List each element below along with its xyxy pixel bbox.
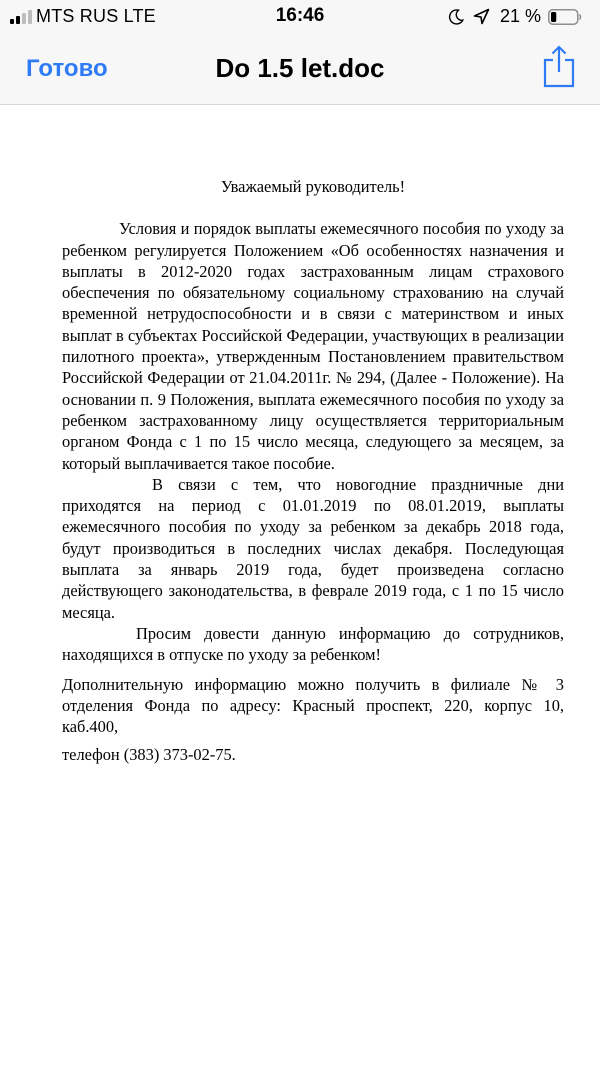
document-body [62, 176, 564, 766]
status-time: 16:46 [275, 5, 325, 26]
document-paragraph: Условия и порядок выплаты ежемесячного пособия по уходу за ребенком регулируется Положением «Об особенностях назначения и выплаты в 2012-2020 годах застрахованным лицам страхового обеспечения по обязательному социальному страхованию на случай временной нетрудоспособности и в связи с материнством и иных выплат в субъектах Российской Федерации, участвующих в реализации пилотного проекта», утвержденным Постановлением правительством Российской Федерации от 21.04.2011г. № 294, (Далее - Положение). На основании п. 9 Положения, выплата ежемесячного пособия по уходу за ребенком застрахованному лицу осуществляется территориальным органом Фонда с 1 по 15 число месяца, следующего за месяцем, за который выплачивается такое пособие. [62, 219, 564, 473]
document-paragraph: Просим довести данную информацию до сотрудников, находящихся в отпуске по уходу за ребенком! [62, 623, 564, 665]
document-title: Do 1.5 let.doc [215, 53, 385, 83]
carrier-label: MTS RUS LTE [36, 6, 156, 26]
status-bar [0, 0, 600, 34]
top-bar [0, 0, 600, 105]
document-paragraph: телефон (383) 373-02-75. [62, 745, 236, 765]
location-arrow-icon [473, 8, 490, 25]
document-paragraph: Дополнительную информацию можно получить в филиале № 3 отделения Фонда по адресу: Красный проспект, 220, корпус 10, каб.400, [62, 674, 564, 737]
battery-percent: 21 % [500, 6, 542, 26]
battery-icon [548, 9, 582, 25]
document-paragraph: В связи с тем, что новогодние праздничные дни приходятся на период с 01.01.2019 по 08.01.2019, выплаты ежемесячного пособия по уходу за ребенком за декабрь 2018 года, будут производиться в последних числах декабря. Последующая выплата за январь 2019 года, будет произведена согласно действующего законодательства, в феврале 2019 года, с 1 по 15 число месяца. [62, 474, 564, 622]
document-greeting: Уважаемый руководитель! [220, 177, 406, 196]
done-button[interactable]: Готово [26, 55, 108, 82]
share-icon[interactable] [543, 44, 575, 88]
do-not-disturb-moon-icon [448, 9, 464, 25]
